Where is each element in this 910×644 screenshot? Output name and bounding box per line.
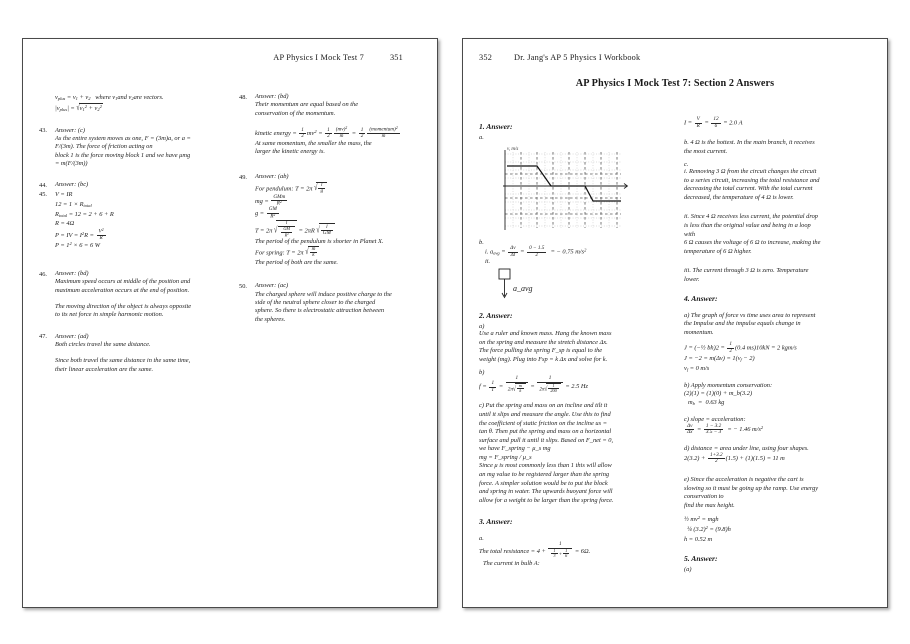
eq-period-planet: T = 2π √ $\frac{l}{\frac{GM}{R^2}}$ = 2πR √ $\frac{l}{GM}$ (255, 220, 425, 238)
right-page-running-head (479, 53, 871, 62)
q3ci-line: decreased, the temperature of 4 Ω is lower. (684, 193, 794, 201)
q2c-line: and spring in water. The upwards buoyant force will (479, 488, 613, 496)
item-number: 47. (39, 333, 47, 341)
q2-part-b-equation: f = $\frac{1}{T}$ = 1 2π√ $\frac{m}{k}$ = 1 2π√ $\frac{1}{200}$ = 2.5 Hz (479, 375, 588, 394)
right-page-columns (479, 117, 875, 573)
q4e-line: find the max height. (684, 501, 735, 509)
q2c-line: mg = F_spring / μ_s (479, 453, 532, 461)
left-page-columns (39, 93, 425, 381)
q3cii-line: ii. Since 4 Ω receives less current, the potential drop (684, 213, 818, 221)
answer-item-45 (39, 190, 225, 251)
q4-part-c-label: c) slope = acceleration: (684, 415, 746, 423)
q2c-line: c) Put the spring and mass on an incline and tilt it (479, 402, 608, 410)
item-line: sphere. So there is electrostatic attraction between (255, 307, 385, 315)
item-line: At same momentum, the smaller the mass, the (255, 139, 372, 147)
item-answer-label: Answer: (bd) (255, 93, 289, 100)
running-head-page-number: 351 (389, 53, 403, 62)
q2c-line: an mg value to be registered larger than the spring (479, 471, 610, 479)
item-answer-label: Answer: (bd) (55, 270, 89, 278)
item-line: Their momentum are equal based on the (255, 101, 359, 109)
eq-kinetic-energy: kinetic energy = $\frac{1}{2}$ $mv^2$ = $\frac{1}{2}$ $\frac{(mv)^2}{m}$ = $\frac{1}{2}$ $\frac{(momentum)^2}{m}$ (255, 125, 398, 140)
left-page-right-column (239, 93, 425, 381)
q4-part-c-equation: $\frac{\Delta v}{\Delta x}$ = $\frac{1 - 3.2}{3.5 - 3}$ = − 1.46 $m/s^2$ (687, 422, 764, 436)
q1-part-b-label: b. (479, 239, 484, 246)
answer-item-46 (39, 270, 225, 320)
q4-eq-momentum: $J = -2 = m(\Delta v) = 1(v_f - 2)$ (684, 355, 755, 363)
item-number: 48. (239, 93, 247, 101)
left-page-left-column (39, 93, 225, 381)
q4e-eq-1: ½ $mv^2$ = mgh (684, 515, 719, 524)
q3ciii-line: iii. The current through 3 Ω is zero. Temperature (684, 267, 809, 275)
q3-part-c-iii-text (684, 267, 875, 284)
eq-45-2: $12 = 1 \times R_{total}$ (55, 200, 92, 208)
q4a-line: a) The graph of force vs time uses area to represent (684, 311, 816, 319)
item-number: 44. (39, 181, 47, 189)
question-5-heading: 5. Answer: (684, 554, 718, 564)
eq-mg: mg = $\frac{\text{GMm}}{R^2}$ (255, 193, 286, 207)
item-number: 45. (39, 190, 47, 198)
eq-g: g = $\frac{GM}{R^2}$ (255, 206, 277, 220)
item-line: The period of both are the same. (255, 258, 339, 266)
svg-text:v, m/s: v, m/s (507, 147, 519, 152)
item-answer-label: Answer: (c) (55, 126, 85, 134)
item-line: Both circles travel the same distance. (55, 341, 151, 349)
left-page (22, 38, 438, 608)
q2c-line: we have F_spring − μ_s mg (479, 445, 551, 453)
q3ci-line: decreasing the total current. With the total current (684, 185, 813, 193)
answer-item-48 (239, 93, 425, 156)
q2c-line: Since μ is most commonly less than 1 this will allow (479, 462, 612, 470)
q4-part-b-label: b) Apply momentum conservation: (684, 381, 773, 389)
section-title: AP Physics I Mock Test 7: Section 2 Answers (575, 78, 775, 89)
q1-part-a-label: a. (479, 134, 484, 141)
intro-line-2: $|v_{plus}| = √v_1^2 + v_2^2$ (55, 103, 102, 113)
item-line: The period of the pendulum is shorter in Planet X. (255, 237, 384, 245)
eq-45-6: $P = 1^2 \times 6 = 6$ W (55, 241, 101, 250)
q1-part-b-equation: i. $a_{avg}$ = $\frac{\Delta v}{\Delta t}$ = $\frac{0 - 1.5}{2}$ = − 0.75 $m/s^2$ (485, 245, 587, 258)
q4-part-d-label: d) distance = area under line, using four shapes. (684, 445, 809, 453)
q4e-line: e) Since the acceleration is negative the cart is (684, 476, 804, 484)
q2-part-a-label: a) (479, 323, 485, 330)
q2-part-c-text (479, 402, 670, 505)
item-line: their linear acceleration are the same. (55, 365, 154, 373)
q2c-line: tan θ. Then put the spring and mass on a horizontal (479, 428, 612, 436)
item-line: F/(3m). The force of friction acting on (55, 143, 153, 151)
q4-eq-vf: $v_f = 0$ m/s (684, 364, 710, 372)
q3-current-equation: I = $\frac{V}{R}$ = $\frac{12}{6}$ = 2.0 A (684, 116, 743, 129)
item-number: 49. (239, 173, 247, 181)
item-line: larger the kinetic energy is. (255, 147, 325, 155)
q3cii-line: with (684, 230, 696, 238)
acceleration-arrow-figure (493, 267, 670, 306)
graph-svg (481, 144, 631, 232)
q4b-eq-2: $m_b = 0.63$ kg (688, 399, 725, 407)
q4e-line: slowing so it must be going up the ramp. Use energy (684, 484, 819, 492)
eq-45-4: R = 4Ω (55, 220, 75, 228)
q2a-line: Use a ruler and known mass. Hang the known mass (479, 330, 612, 337)
item-line: conservation of the momentum. (255, 109, 336, 117)
intro-block (39, 93, 225, 114)
question-2-heading: 2. Answer: (479, 311, 513, 320)
q4a-line: momentum. (684, 328, 714, 336)
left-page-running-head (39, 53, 421, 62)
q2a-line: The force pulling the spring F_sp is equal to the (479, 347, 603, 355)
item-answer-label: Answer: (ad) (55, 332, 89, 340)
q2c-line: until it slips and measure the angle. Use this to find (479, 410, 611, 418)
q3b-line: the most current. (684, 147, 728, 155)
item-line: to its net force in simple harmonic motion. (55, 311, 164, 319)
eq-pendulum: For pendulum: T = 2π √ $\frac{l}{g}$ (255, 182, 425, 195)
q2-part-a-text (479, 330, 670, 364)
answer-item-44 (39, 181, 225, 190)
q4b-eq-1: (2)(1) = (1)(0) + m_b(3.2) (684, 389, 753, 397)
item-line: block 1 is the force moving block 1 and we have μmg (55, 151, 191, 159)
q3-part-c-i-text (684, 168, 875, 202)
question-1-heading: 1. Answer: (479, 122, 513, 131)
item-line: side of the neutral sphere closer to the charged (255, 298, 376, 306)
item-answer-label: Answer: (bc) (55, 181, 89, 189)
q4-part-e-text (684, 476, 875, 510)
right-page-right-column (684, 117, 875, 573)
q3-part-c-ii-text (684, 213, 875, 256)
q3cii-line: temperature of 6 Ω higher. (684, 247, 752, 255)
q2c-line: the coefficient of static friction on the incline us = (479, 419, 608, 427)
q3b-line: b. 4 Ω is the hottest. In the main branch, it receives (684, 139, 815, 146)
q3-total-resistance: The total resistance = 4 + 1 $\frac{1}{3}$ + $\frac{1}{6}$ = 6Ω. (479, 541, 591, 559)
answer-item-47 (39, 333, 225, 374)
q4e-line: conservation to (684, 493, 724, 501)
q2c-line: surface and pull it until it slips. Based on F_net = 0, (479, 436, 614, 444)
q2c-line: force. A simpler solution would be to put the block (479, 479, 608, 487)
running-head-page-number: 352 (479, 53, 493, 62)
intro-line-1: $v_{plus} = v_1 + v_2$ where $v_1and$ $v_2are$ vectors. (55, 94, 164, 101)
q4-part-d-equation: 2(3.2) + $\frac{1+3.2}{2}$ (1.5) + (1)(1.5) = 11 m (684, 451, 785, 465)
q3-part-a-label: a. (479, 535, 484, 543)
q3cii-line: 6 Ω causes the voltage of 6 Ω to increase, making the (684, 239, 821, 247)
eq-spring-period: For spring: T = 2π √ $\frac{m}{k}$ (255, 246, 425, 259)
item-line: The moving direction of the object is always opposite (55, 303, 192, 311)
item-line: = m(F/(3m)) (55, 160, 88, 168)
q4e-eq-2: ¼ $(3.2)^2 = (9.8)h$ (687, 525, 731, 534)
question-4-heading: 4. Answer: (684, 293, 718, 303)
eq-ohms-law: V = IR (55, 191, 73, 199)
right-page-left-column (479, 117, 670, 573)
item-number: 50. (239, 282, 247, 290)
eq-45-3: $R_{total} = 12 = 2 + 6 + R$ (55, 210, 114, 218)
item-line: the spheres. (255, 315, 286, 323)
item-number: 43. (39, 127, 47, 135)
arrow-label: a_avg (513, 284, 533, 293)
item-answer-label: Answer: (ab) (255, 173, 289, 181)
running-head-title: Dr. Jang's AP 5 Physics I Workbook (514, 53, 641, 62)
q3ci-line: to a series circuit, increasing the total resistance and (684, 176, 820, 184)
velocity-time-graph (481, 144, 670, 237)
q3-part-b-text (684, 139, 875, 156)
q2a-line: on the spring and measure the stretch distance Δx. (479, 338, 608, 346)
item-line: Maximum speed occurs at middle of the position and (55, 278, 191, 286)
q4e-eq-3: h = 0.52 m (684, 535, 713, 543)
arrow-svg (493, 267, 555, 301)
q4a-line: the Impulse and the impulse equals change in (684, 320, 801, 328)
question-3-heading: 3. Answer: (479, 517, 513, 527)
answer-item-49 (239, 173, 425, 267)
right-page (462, 38, 888, 608)
q3cii-line: is less than the original value and being in a loop (684, 222, 811, 230)
q3-current-line: The current in bulb A: (483, 560, 540, 568)
q3ciii-line: lower. (684, 275, 700, 283)
q1-part-b-ii-label: ii. (485, 258, 491, 265)
q2-part-b-label: b) (479, 369, 485, 377)
running-head-title: AP Physics I Mock Test 7 (273, 53, 364, 62)
answer-item-43 (39, 127, 225, 169)
answer-item-50 (239, 282, 425, 324)
q2a-line: weight (mg). Plug into Fsp = k Δx and solve for k. (479, 355, 608, 363)
q3ci-line: i. Removing 3 Ω from the circuit changes the circuit (684, 168, 817, 176)
item-answer-label: Answer: (ac) (255, 282, 289, 290)
q2c-line: allow for a weight to be larger than the spring force. (479, 496, 614, 504)
item-line: As the entire system moves as one, F = (3m)a, or a = (55, 135, 191, 143)
eq-45-5: P = IV = $I^2R$ = $\frac{V^2}{R}$ (55, 227, 104, 241)
item-line: maximum acceleration occurs at the end of position. (55, 286, 190, 294)
q5-answer-line: (a) (684, 566, 692, 574)
q3-part-c-label: c. (684, 161, 689, 169)
item-number: 46. (39, 270, 47, 278)
item-line: Since both travel the same distance in the same time, (55, 357, 191, 365)
item-line: The charged sphere will induce positive charge to the (255, 290, 392, 298)
q4-part-a-text (684, 312, 875, 338)
q4-eq-impulse: J = (−½ bh)2 = $\frac{1}{2}$ (0.4 ms)10kN = 2 kgm/s (684, 341, 797, 354)
